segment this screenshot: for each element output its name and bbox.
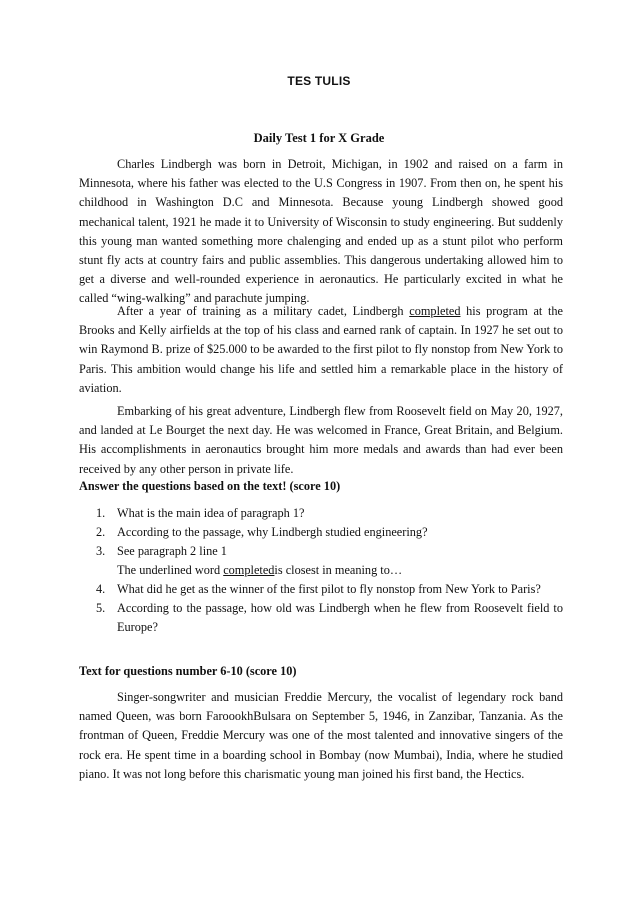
question-text: What did he get as the winner of the first pilot to fly nonstop from New York to Paris?: [117, 582, 541, 596]
q3-sub-before: The underlined word: [117, 563, 221, 577]
underlined-word-completed: completed: [409, 304, 461, 318]
question-number: 2.: [96, 525, 106, 539]
passage1-paragraph2-block: [79, 302, 563, 398]
question-text: See paragraph 2 line 1: [117, 544, 227, 558]
question-text: What is the main idea of paragraph 1?: [117, 506, 305, 520]
passage1-paragraph1: Charles Lindbergh was born in Detroit, Michigan, in 1902 and raised on a farm in Minnesota, where his father was elected to the U.S Congress in 1907. From then on, he spent his childhood in Washington D.C and Minnesota. Because young Lindbergh showed good mechanical talent, 1921 he made it to University of Wisconsin to study engineering. But suddenly this young man wanted something more chalenging and ended up as a stunt pilot who perform stunt fly acts at country fairs and public assemblies. This dangerous undertaking allowed him to get a diverse and well-rounded experience in aeronautics. He particularly excited in what he called “wing-walking” and parachute jumping.: [79, 157, 563, 306]
paragraph2-text-after: his program at the Brooks and Kelly airfields at the top of his class and earned rank of captain. In 1927 he set out to win Raymond B. prize of $25.000 to be awarded to the first pilot to fly nonstop from New York to Paris. This ambition would change his life and settled him a remarkable place in the history of aviation.: [79, 304, 563, 395]
q3-sub-after: is closest in meaning to…: [274, 563, 403, 577]
question-text: According to the passage, how old was Lindbergh when he flew from Roosevelt field to Europe?: [117, 601, 563, 634]
passage2-paragraph1: Singer-songwriter and musician Freddie Mercury, the vocalist of legendary rock band named Queen, was born FaroookhBulsara on September 5, 1946, in Zanzibar, Tanzania. As the frontman of Queen, Freddie Mercury was one of the most talented and innovative singers of the rock era. He spent time in a boarding school in Bombay (now Mumbai), India, where he studied piano. It was not long before this charismatic young man joined his first band, the Hectics.: [79, 690, 563, 781]
text2-heading: Text for questions number 6-10 (score 10): [79, 664, 297, 678]
question-3-subline: [79, 561, 563, 580]
passage1-paragraph1-block: [79, 155, 563, 309]
question-item: [79, 523, 563, 542]
passage2-paragraph1-block: [79, 688, 563, 784]
question-item: [79, 542, 563, 561]
question-number: 4.: [96, 582, 106, 596]
passage1-paragraph3-block: [79, 402, 563, 479]
paragraph2-text-before: After a year of training as a military cadet, Lindbergh: [117, 304, 404, 318]
question-text: According to the passage, why Lindbergh studied engineering?: [117, 525, 428, 539]
questions-list: [79, 504, 563, 637]
passage1-paragraph2: [79, 302, 563, 398]
question-number: 5.: [96, 601, 106, 615]
question-item: [79, 599, 563, 637]
question-number: 1.: [96, 506, 106, 520]
question-item: [79, 580, 563, 599]
q3-underlined-word: completed: [223, 563, 275, 577]
test-subtitle: Daily Test 1 for X Grade: [253, 131, 385, 145]
question-number: 3.: [96, 544, 106, 558]
page-header: TES TULIS: [287, 74, 351, 88]
question-item: [79, 504, 563, 523]
questions-heading: Answer the questions based on the text! (score 10): [79, 479, 341, 493]
passage1-paragraph3: Embarking of his great adventure, Lindbergh flew from Roosevelt field on May 20, 1927, and landed at Le Bourget the next day. He was welcomed in France, Great Britain, and Belgium. His accomplishments in aeronautics brought him more medals and awards than had ever been received by any other person in private life.: [79, 404, 563, 476]
